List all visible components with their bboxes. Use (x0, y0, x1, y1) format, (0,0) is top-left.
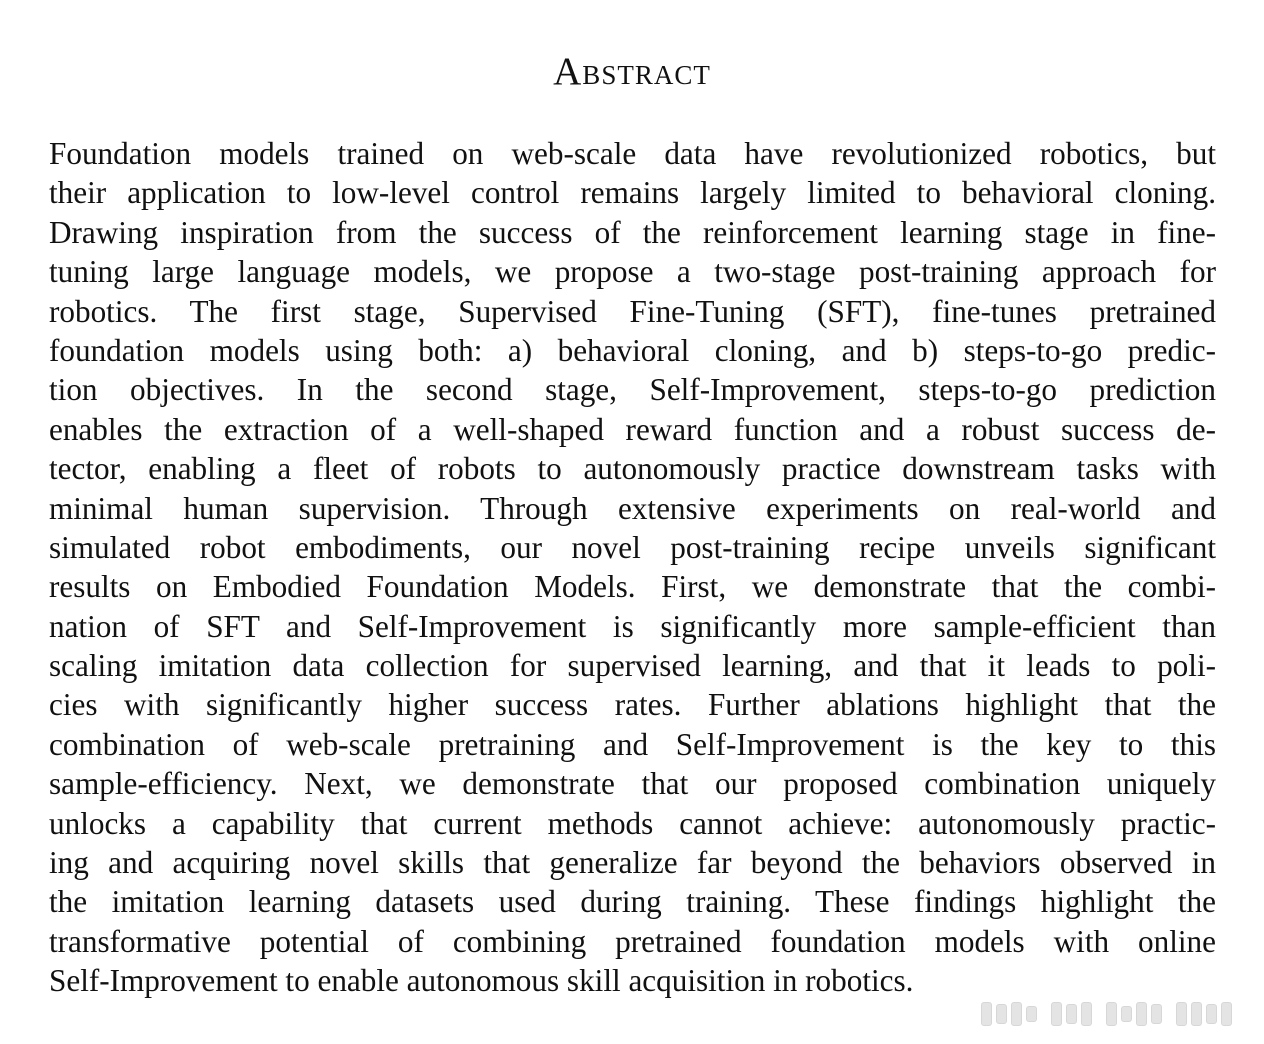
abstract-body (49, 134, 1216, 1001)
abstract-line: cies with significantly higher success rates. Further ablations highlight that the (49, 687, 1216, 723)
abstract-line: foundation models using both: a) behavioral cloning, and b) steps-to-go predic- (49, 332, 1216, 368)
abstract-line: combination of web-scale pretraining and Self-Improvement is the key to this (49, 726, 1216, 762)
abstract-line: tector, enabling a fleet of robots to autonomously practice downstream tasks with (49, 451, 1216, 487)
abstract-line: minimal human supervision. Through extensive experiments on real-world and (49, 490, 1216, 526)
abstract-line: enables the extraction of a well-shaped reward function and a robust success de- (49, 411, 1216, 447)
watermark-logo (981, 1000, 1257, 1028)
abstract-line: robotics. The first stage, Supervised Fine-Tuning (SFT), fine-tunes pretrained (49, 293, 1216, 329)
abstract-line: Self-Improvement to enable autonomous skill acquisition in robotics. (49, 963, 914, 999)
abstract-line: results on Embodied Foundation Models. First, we demonstrate that the combi- (49, 569, 1216, 605)
abstract-line: transformative potential of combining pretrained foundation models with online (49, 923, 1216, 959)
abstract-line: tion objectives. In the second stage, Self-Improvement, steps-to-go prediction (49, 372, 1216, 408)
abstract-line: the imitation learning datasets used during training. These findings highlight the (49, 884, 1216, 920)
abstract-heading: Abstract (553, 50, 711, 93)
abstract-line: ing and acquiring novel skills that generalize far beyond the behaviors observed in (49, 845, 1216, 881)
abstract-line: simulated robot embodiments, our novel post-training recipe unveils significant (49, 529, 1216, 565)
abstract-line: Foundation models trained on web-scale data have revolutionized robotics, but (49, 136, 1216, 171)
abstract-line: their application to low-level control remains largely limited to behavioral cloning. (49, 175, 1216, 211)
abstract-line: nation of SFT and Self-Improvement is significantly more sample-efficient than (49, 608, 1216, 644)
abstract-line: unlocks a capability that current methods cannot achieve: autonomously practic- (49, 805, 1216, 841)
abstract-line: tuning large language models, we propose a two-stage post-training approach for (49, 254, 1216, 290)
abstract-line: Drawing inspiration from the success of the reinforcement learning stage in fine- (49, 214, 1216, 250)
abstract-line: sample-efficiency. Next, we demonstrate that our proposed combination uniquely (49, 766, 1216, 802)
abstract-line: scaling imitation data collection for supervised learning, and that it leads to poli- (49, 648, 1216, 684)
